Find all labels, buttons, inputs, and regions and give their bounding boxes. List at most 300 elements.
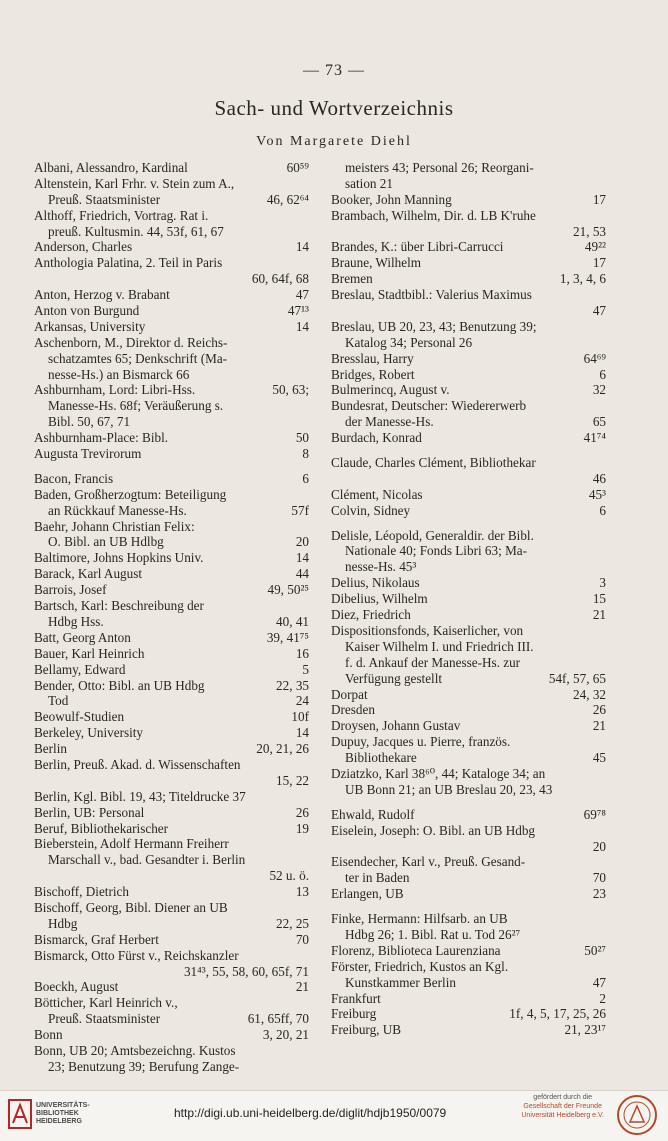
index-entry-text: Bellamy, Edward	[34, 661, 126, 677]
index-entry-text: f. d. Ankauf der Manesse-Hs. zur	[345, 654, 521, 670]
index-entry-continuation	[34, 693, 309, 709]
index-entry-pages: 19	[295, 820, 309, 836]
index-entry	[331, 1022, 606, 1038]
index-entry-pages: 15	[592, 591, 606, 607]
sponsor-name-line-2: Universität Heidelberg e.V.	[521, 1112, 604, 1119]
section-gap	[331, 519, 606, 528]
index-entry-pages: 54f, 57, 65	[548, 670, 606, 686]
library-name-line-3: HEIDELBERG	[36, 1118, 82, 1125]
index-entry-text: Dziatzko, Karl 38⁶⁰, 44; Kataloge 34; an	[331, 765, 546, 781]
index-entry-text: Delisle, Léopold, Generaldir. der Bibl.	[331, 527, 534, 543]
index-entry-pages: 50²⁷	[584, 942, 606, 958]
index-entry	[331, 255, 606, 271]
index-entry	[34, 646, 309, 662]
index-entry-pages: 69⁷⁸	[583, 806, 606, 822]
index-entry-pages: 13	[295, 884, 309, 900]
index-entry-pages: 50	[295, 430, 309, 446]
index-entry-text: Bötticher, Karl Heinrich v.,	[34, 995, 178, 1011]
index-entry-text: Arkansas, University	[34, 318, 146, 334]
index-entry-text: Baehr, Johann Christian Felix:	[34, 518, 195, 534]
index-entry-pages: 57f	[291, 502, 309, 518]
index-entry-text: meisters 43; Personal 26; Reorgani-	[345, 160, 534, 175]
index-entry	[34, 303, 309, 319]
index-entry	[331, 734, 606, 750]
index-entry	[34, 582, 309, 598]
index-entry	[34, 964, 309, 980]
index-entry-continuation	[331, 750, 606, 766]
index-entry-continuation	[34, 1011, 309, 1027]
index-entry-pages: 17	[592, 191, 606, 207]
index-entry-pages: 6	[599, 366, 606, 382]
index-entry-text: O. Bibl. an UB Hdlbg	[48, 534, 164, 550]
index-entry-text: Batt, Georg Anton	[34, 629, 131, 645]
index-entry-text: Barack, Karl August	[34, 566, 143, 582]
index-entry-text: Berlin	[34, 741, 67, 757]
index-entry	[34, 836, 309, 852]
index-entry-continuation	[34, 614, 309, 630]
index-entry-text: Bieberstein, Adolf Hermann Freiherr	[34, 836, 229, 852]
index-entry-continuation	[34, 534, 309, 550]
index-entry-text: Altenstein, Karl Frhr. v. Stein zum A.,	[34, 175, 235, 191]
index-entry-text: Bischoff, Dietrich	[34, 884, 129, 900]
index-entry	[34, 789, 309, 805]
digital-copy-url[interactable]: http://digi.ub.uni-heidelberg.de/diglit/hdjb1950/0079	[174, 1106, 447, 1120]
index-entry-text: Brandes, K.: über Libri-Carrucci	[331, 239, 504, 255]
index-entry-pages: 45	[592, 750, 606, 766]
sponsor-name-line-1: Gesellschaft der Freunde	[523, 1103, 602, 1110]
index-entry-pages: 14	[295, 725, 309, 741]
index-entry-continuation	[331, 975, 606, 991]
index-entry-text: Eiselein, Joseph: O. Bibl. an UB Hdbg	[331, 822, 536, 838]
index-entry	[34, 430, 309, 446]
index-entry-pages: 44	[295, 566, 309, 582]
index-entry-pages: 2	[599, 990, 606, 1006]
index-entry-pages: 40, 41	[276, 613, 309, 629]
index-entry-continuation	[331, 639, 606, 655]
index-entry	[331, 382, 606, 398]
sponsor-by-label: gefördert durch die	[533, 1094, 593, 1101]
index-entry-text: an Rückkauf Manesse-Hs.	[48, 502, 187, 518]
index-entry-text: Bonn, UB 20; Amtsbezeichng. Kustos	[34, 1042, 236, 1058]
index-entry-text: 23; Benutzung 39; Berufung Zange-	[48, 1058, 240, 1074]
index-entry-text: Bibliothekare	[345, 750, 417, 766]
index-entry	[331, 367, 606, 383]
index-entry	[34, 868, 309, 884]
index-entry-pages: 23	[592, 886, 606, 902]
index-entry-text: Erlangen, UB	[331, 886, 404, 902]
index-entry	[331, 943, 606, 959]
index-entry-pages: 31⁴³, 55, 58, 60, 65f, 71	[183, 963, 309, 979]
index-column-left	[34, 160, 309, 1075]
index-entry-text: Anton, Herzog v. Brabant	[34, 287, 170, 303]
index-entry	[331, 192, 606, 208]
index-entry-text: preuß. Kultusmin. 44, 53f, 61, 67	[48, 223, 224, 239]
index-entry-pages: 24, 32	[573, 686, 606, 702]
index-entry	[34, 662, 309, 678]
index-entry	[331, 239, 606, 255]
index-entry	[331, 591, 606, 607]
index-entry-text: Ehwald, Rudolf	[331, 806, 415, 822]
index-entry-continuation	[331, 671, 606, 687]
index-entry	[331, 319, 606, 335]
index-entry-text: nesse-Hs. 45³	[345, 559, 417, 575]
index-entry-pages: 64⁶⁹	[583, 350, 606, 366]
index-entry	[331, 807, 606, 823]
index-entry-pages: 1, 3, 4, 6	[559, 271, 606, 287]
university-library-logo-icon	[8, 1099, 32, 1129]
index-entry-text: Colvin, Sidney	[331, 502, 411, 518]
index-entry-text: Kunstkammer Berlin	[345, 974, 456, 990]
index-entry-text: Breslau, Stadtbibl.: Valerius Maximus	[331, 287, 532, 303]
index-entry-pages: 20	[592, 838, 606, 854]
index-entry	[34, 471, 309, 487]
index-entry-pages: 15, 22	[276, 772, 309, 788]
index-entry-pages: 6	[599, 502, 606, 518]
index-entry-text: Aschenborn, M., Direktor d. Reichs-	[34, 334, 228, 350]
index-entry-continuation	[331, 782, 606, 798]
index-entry-pages: 21	[592, 607, 606, 623]
index-entry	[34, 995, 309, 1011]
index-entry	[331, 991, 606, 1007]
index-entry-text: Dupuy, Jacques u. Pierre, französ.	[331, 734, 511, 750]
society-seal-icon[interactable]	[616, 1094, 658, 1136]
index-entry	[331, 854, 606, 870]
library-name-line-1: UNIVERSITÄTS-	[36, 1102, 90, 1109]
index-entry-text: Breslau, UB 20, 23, 43; Benutzung 39;	[331, 318, 537, 334]
index-entry-continuation	[331, 335, 606, 351]
index-entry	[331, 886, 606, 902]
index-entry-pages: 21	[295, 979, 309, 995]
index-entry-text: Dibelius, Wilhelm	[331, 591, 428, 607]
page-number: — 73 —	[303, 62, 365, 79]
index-entry	[331, 839, 606, 855]
index-entry-text: Bremen	[331, 271, 373, 287]
index-entry	[331, 718, 606, 734]
index-entry	[34, 1027, 309, 1043]
index-entry	[34, 319, 309, 335]
index-entry	[331, 687, 606, 703]
index-entry	[331, 351, 606, 367]
index-entry-pages: 26	[295, 804, 309, 820]
index-entry-pages: 50, 63;	[272, 382, 309, 398]
index-entry-text: Anthologia Palatina, 2. Teil in Paris	[34, 255, 223, 271]
index-entry	[331, 430, 606, 446]
index-entry-pages: 20, 21, 26	[256, 741, 309, 757]
index-entry-text: Booker, John Manning	[331, 191, 452, 207]
index-entry-text: ter in Baden	[345, 870, 410, 886]
index-entry-pages: 10f	[291, 709, 309, 725]
index-entry-pages: 70	[295, 931, 309, 947]
index-entry-text: Florenz, Biblioteca Laurenziana	[331, 942, 501, 958]
index-entry-text: Bartsch, Karl: Beschreibung der	[34, 598, 204, 614]
index-entry-text: Bresslau, Harry	[331, 350, 414, 366]
section-gap	[331, 446, 606, 455]
index-entry-text: sation 21	[345, 175, 393, 191]
index-entry	[34, 208, 309, 224]
index-entry-text: Diez, Friedrich	[331, 607, 411, 623]
index-entry-pages: 21, 23¹⁷	[564, 1022, 606, 1038]
index-entry-text: Bulmerincq, August v.	[331, 382, 450, 398]
index-entry	[34, 948, 309, 964]
index-entry-text: Hdbg	[48, 915, 78, 931]
index-entry	[331, 1006, 606, 1022]
index-entry-text: Bacon, Francis	[34, 470, 114, 486]
index-entry	[34, 382, 309, 398]
index-entry	[331, 823, 606, 839]
index-entry	[331, 487, 606, 503]
section-gap	[331, 902, 606, 911]
index-entry	[34, 271, 309, 287]
index-entry-text: Clément, Nicolas	[331, 486, 423, 502]
index-entry-continuation	[331, 176, 606, 192]
index-entry	[34, 550, 309, 566]
index-entry-pages: 26	[592, 702, 606, 718]
index-entry-text: Bischoff, Georg, Bibl. Diener an UB	[34, 899, 228, 915]
index-entry	[331, 575, 606, 591]
index-entry-text: Verfügung gestellt	[345, 670, 443, 686]
index-entry-pages: 47	[295, 287, 309, 303]
index-entry	[34, 741, 309, 757]
index-entry-continuation	[331, 559, 606, 575]
index-entry-text: Preuß. Staatsminister	[48, 191, 161, 207]
index-entry-text: UB Bonn 21; an UB Breslau 20, 23, 43	[345, 781, 553, 797]
sponsor-note	[521, 1093, 604, 1120]
index-entry-pages: 32	[592, 382, 606, 398]
index-entry	[331, 471, 606, 487]
index-entry-pages: 1f, 4, 5, 17, 25, 26	[509, 1006, 606, 1022]
index-entry	[34, 287, 309, 303]
page-title: Sach- und Wortverzeichnis	[214, 96, 454, 120]
index-entry-pages: 60⁵⁹	[286, 160, 309, 175]
index-entry	[331, 607, 606, 623]
index-entry-text: der Manesse-Hs.	[345, 414, 434, 430]
index-entry	[34, 335, 309, 351]
index-entry	[34, 239, 309, 255]
index-entry-text: Bibl. 50, 67, 71	[48, 414, 131, 430]
index-entry-pages: 17	[592, 255, 606, 271]
index-entry-pages: 61, 65ff, 70	[247, 1011, 309, 1027]
index-entry-text: Förster, Friedrich, Kustos an Kgl.	[331, 958, 509, 974]
index-entry	[34, 446, 309, 462]
index-entry	[34, 757, 309, 773]
index-entry-continuation	[34, 1059, 309, 1075]
index-entry-text: Braune, Wilhelm	[331, 255, 422, 271]
index-entry-pages: 21, 53	[573, 223, 606, 239]
index-entry	[34, 487, 309, 503]
index-entry-pages: 14	[295, 318, 309, 334]
index-entry-text: Ashburnham, Lord: Libri-Hss.	[34, 382, 196, 398]
index-entry-text: Kaiser Wilhelm I. und Friedrich III.	[345, 638, 534, 654]
index-entry-text: Bender, Otto: Bibl. an UB Hdbg	[34, 677, 205, 693]
index-entry	[331, 623, 606, 639]
index-entry	[34, 821, 309, 837]
index-entry-text: Dorpat	[331, 686, 368, 702]
index-entry-pages: 3, 20, 21	[262, 1027, 309, 1043]
index-entry	[331, 503, 606, 519]
index-entry-text: Bundesrat, Deutscher: Wiedererwerb	[331, 398, 527, 414]
index-entry-text: Claude, Charles Clément, Bibliothekar	[331, 455, 536, 471]
index-entry-text: Freiburg, UB	[331, 1022, 402, 1038]
index-entry	[331, 287, 606, 303]
section-gap	[331, 798, 606, 807]
index-entry	[34, 598, 309, 614]
index-entry-pages: 45³	[588, 486, 606, 502]
index-entry-text: Althoff, Friedrich, Vortrag. Rat i.	[34, 207, 209, 223]
index-entry	[331, 528, 606, 544]
index-entry	[331, 702, 606, 718]
index-entry	[34, 884, 309, 900]
index-entry	[34, 160, 309, 176]
index-entry-text: Bauer, Karl Heinrich	[34, 645, 145, 661]
index-entry-continuation	[331, 927, 606, 943]
index-entry-text: Freiburg	[331, 1006, 377, 1022]
index-entry-text: Bridges, Robert	[331, 366, 415, 382]
index-entry-continuation	[34, 916, 309, 932]
index-entry-pages: 8	[302, 446, 309, 462]
index-entry-text: Berlin, UB: Personal	[34, 804, 145, 820]
index-entry	[331, 224, 606, 240]
index-entry-text: Bismarck, Graf Herbert	[34, 931, 159, 947]
index-entry	[34, 678, 309, 694]
index-entry-text: Hdbg 26; 1. Bibl. Rat u. Tod 26²⁷	[345, 926, 521, 942]
index-entry	[34, 1043, 309, 1059]
index-entry-pages: 22, 35	[276, 677, 309, 693]
index-entry-text: Tod	[48, 693, 69, 709]
index-entry-continuation	[34, 503, 309, 519]
index-entry-pages: 47¹³	[287, 303, 309, 319]
index-entry-text: Albani, Alessandro, Kardinal	[34, 160, 188, 175]
index-entry	[331, 271, 606, 287]
index-entry	[34, 630, 309, 646]
index-entry-text: Burdach, Konrad	[331, 430, 422, 446]
index-entry-text: Barrois, Josef	[34, 582, 107, 598]
index-entry-continuation	[34, 224, 309, 240]
index-entry-text: Anderson, Charles	[34, 239, 133, 255]
index-entry-pages: 21	[592, 718, 606, 734]
index-entry-text: Berlin, Kgl. Bibl. 19, 43; Titeldrucke 37	[34, 788, 246, 804]
index-entry-pages: 60, 64f, 68	[251, 271, 309, 287]
author-line: Von Margarete Diehl	[256, 134, 412, 149]
index-entry-continuation	[34, 367, 309, 383]
index-entry-text: Droysen, Johann Gustav	[331, 718, 461, 734]
index-entry	[34, 709, 309, 725]
index-entry-pages: 47	[592, 303, 606, 319]
index-entry-pages: 14	[295, 239, 309, 255]
index-entry-text: Bonn	[34, 1027, 63, 1043]
index-entry-pages: 49²²	[584, 239, 606, 255]
index-entry-text: Manesse-Hs. 68f; Veräußerung s.	[48, 398, 224, 414]
index-entry-text: Berkeley, University	[34, 725, 144, 741]
index-entry-continuation	[331, 414, 606, 430]
index-entry-text: Hdbg Hss.	[48, 613, 104, 629]
index-entry-pages: 39, 41⁷⁵	[266, 629, 309, 645]
index-entry-pages: 52 u. ö.	[269, 868, 309, 884]
index-entry-text: Delius, Nikolaus	[331, 575, 420, 591]
index-entry-text: Finke, Hermann: Hilfsarb. an UB	[331, 911, 508, 927]
index-entry-pages: 70	[592, 870, 606, 886]
index-entry-continuation	[331, 870, 606, 886]
index-entry-pages: 41⁷⁴	[583, 430, 606, 446]
index-entry-pages: 46	[592, 470, 606, 486]
index-entry-pages: 24	[295, 693, 309, 709]
index-entry	[34, 932, 309, 948]
index-entry-text: Dispositionsfonds, Kaiserlicher, von	[331, 622, 524, 638]
index-entry-pages: 3	[599, 575, 606, 591]
index-entry-text: Bismarck, Otto Fürst v., Reichskanzler	[34, 947, 239, 963]
index-entry-continuation	[34, 351, 309, 367]
index-entry-text: Frankfurt	[331, 990, 381, 1006]
index-entry	[34, 805, 309, 821]
index-entry-continuation	[34, 852, 309, 868]
index-entry-pages: 6	[302, 470, 309, 486]
index-column-right	[331, 160, 606, 1038]
index-entry	[34, 979, 309, 995]
index-entry	[34, 773, 309, 789]
index-entry-continuation	[331, 160, 606, 176]
index-entry	[34, 900, 309, 916]
index-entry-text: Eisendecher, Karl v., Preuß. Gesand-	[331, 854, 526, 870]
library-logo[interactable]	[8, 1099, 90, 1129]
index-entry-text: Baden, Großherzogtum: Beteiligung	[34, 486, 227, 502]
index-entry-text: Katalog 34; Personal 26	[345, 334, 473, 350]
index-entry-text: Anton von Burgund	[34, 303, 140, 319]
index-entry-text: schatzamtes 65; Denkschrift (Ma-	[48, 350, 228, 366]
index-entry-pages: 5	[302, 661, 309, 677]
index-entry-text: Marschall v., bad. Gesandter i. Berlin	[48, 852, 246, 868]
index-entry	[331, 208, 606, 224]
index-entry-continuation	[34, 192, 309, 208]
index-entry-text: Baltimore, Johns Hopkins Univ.	[34, 550, 204, 566]
index-entry-pages: 49, 50²⁵	[267, 582, 309, 598]
index-entry-text: Ashburnham-Place: Bibl.	[34, 430, 169, 446]
index-entry-text: Preuß. Staatsminister	[48, 1011, 161, 1027]
library-name-line-2: BIBLIOTHEK	[36, 1110, 79, 1117]
index-entry	[331, 398, 606, 414]
index-entry	[331, 455, 606, 471]
index-entry-pages: 47	[592, 974, 606, 990]
index-entry-text: Nationale 40; Fonds Libri 63; Ma-	[345, 543, 528, 559]
index-entry	[331, 911, 606, 927]
index-entry-continuation	[331, 655, 606, 671]
index-entry-text: Berlin, Preuß. Akad. d. Wissenschaften	[34, 756, 241, 772]
index-entry	[331, 766, 606, 782]
index-entry-text: Beowulf-Studien	[34, 709, 125, 725]
index-entry	[34, 176, 309, 192]
index-entry	[34, 255, 309, 271]
index-entry-pages: 22, 25	[276, 915, 309, 931]
index-entry-continuation	[331, 543, 606, 559]
index-entry	[34, 725, 309, 741]
index-entry-text: Augusta Trevirorum	[34, 446, 142, 462]
index-entry-continuation	[34, 398, 309, 414]
index-entry-text: Boeckh, August	[34, 979, 119, 995]
index-entry-pages: 14	[295, 550, 309, 566]
index-entry-pages: 46, 62⁶⁴	[266, 191, 309, 207]
index-entry	[34, 566, 309, 582]
index-entry-text: Beruf, Bibliothekarischer	[34, 820, 169, 836]
index-entry	[331, 959, 606, 975]
index-entry-continuation	[34, 414, 309, 430]
index-entry-text: Brambach, Wilhelm, Dir. d. LB K'ruhe	[331, 207, 536, 223]
index-entry	[34, 519, 309, 535]
index-entry-pages: 16	[295, 645, 309, 661]
index-entry-pages: 65	[592, 414, 606, 430]
index-entry-text: nesse-Hs.) an Bismarck 66	[48, 366, 190, 382]
section-gap	[34, 462, 309, 471]
index-entry-text: Dresden	[331, 702, 375, 718]
index-entry-pages: 20	[295, 534, 309, 550]
index-entry	[331, 303, 606, 319]
